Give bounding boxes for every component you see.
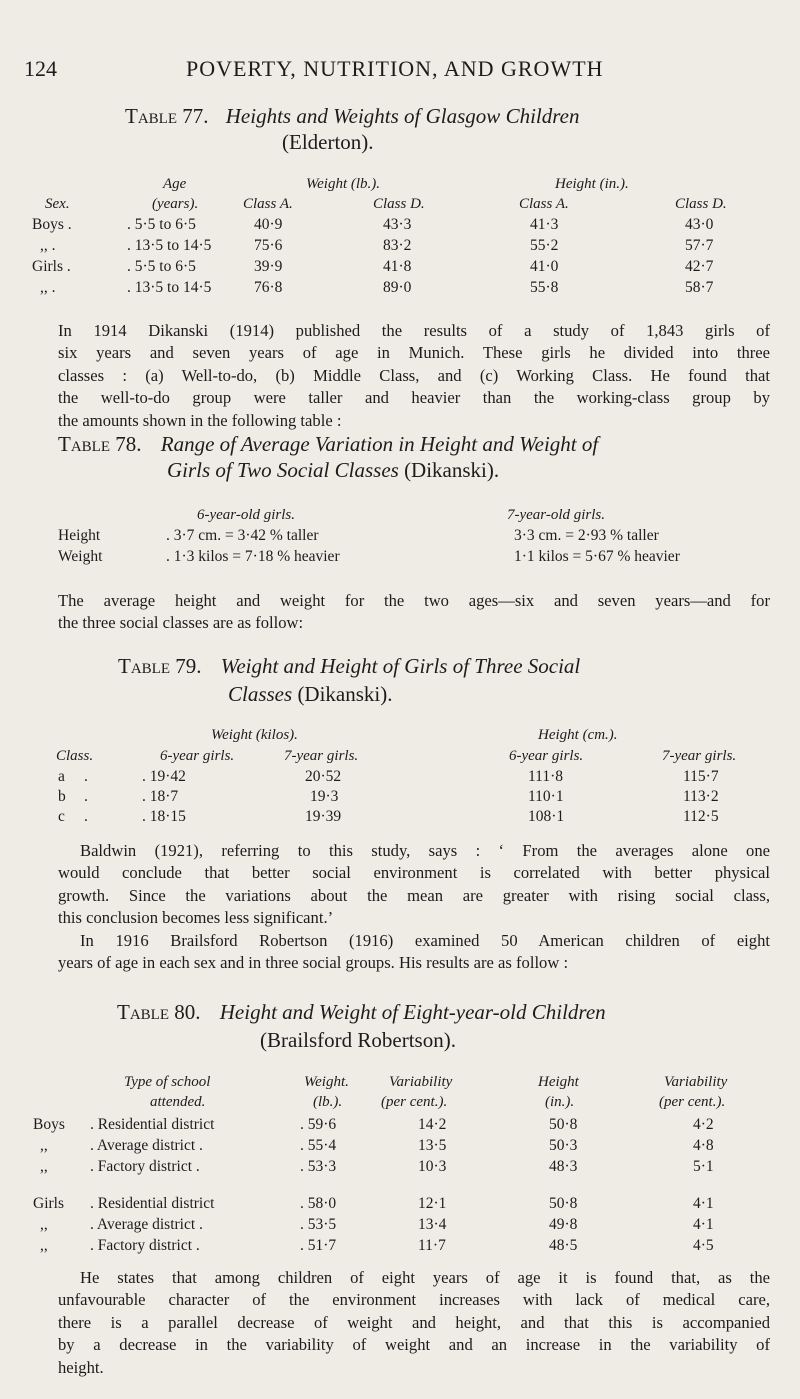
t80-sex: ,,	[40, 1158, 48, 1175]
t77-wa: 40·9	[254, 216, 283, 233]
t80-head-type1: Type of school	[124, 1074, 211, 1090]
t80-sex: ,,	[40, 1216, 48, 1233]
t79-col-h7: 7-year girls.	[662, 748, 737, 764]
paragraph-average-intro	[58, 590, 770, 635]
table-79-title-line2	[228, 682, 393, 707]
text-line: In 1916 Brailsford Robertson (1916) examined 50 American children of eight	[80, 931, 770, 950]
t80-sex: ,,	[40, 1237, 48, 1254]
t77-sex: ,, .	[40, 279, 56, 296]
t77-head-weight: Weight (lb.).	[306, 176, 381, 192]
table-79-caption	[118, 654, 580, 679]
running-title: POVERTY, NUTRITION, AND GROWTH	[186, 56, 604, 81]
table-78-caption	[58, 432, 598, 457]
t77-hd: 42·7	[685, 258, 714, 275]
t80-wvar: 12·1	[418, 1195, 447, 1212]
t79-h7: 113·2	[683, 788, 719, 805]
t80-height: 50·8	[549, 1116, 578, 1133]
t80-hvar: 4·2	[693, 1116, 714, 1133]
t80-hvar: 4·1	[693, 1216, 714, 1233]
text-line: the amounts shown in the following table :	[58, 410, 342, 430]
table-77-label: Table 77.	[125, 104, 209, 128]
t79-class: c	[58, 808, 65, 825]
table-80-source: (Brailsford Robertson).	[260, 1028, 456, 1052]
t80-head-var1: Variability	[389, 1074, 453, 1090]
t77-age: . 13·5 to 14·5	[127, 237, 212, 254]
t79-h7: 115·7	[683, 768, 719, 785]
t77-wd: 89·0	[383, 279, 412, 296]
t80-wvar: 13·5	[418, 1137, 447, 1154]
table-80-label: Table 80.	[117, 1000, 201, 1024]
t79-w7: 19·3	[310, 788, 339, 805]
t77-ha: 55·2	[530, 237, 559, 254]
t79-h6: 108·1	[528, 808, 565, 825]
t80-hvar: 4·5	[693, 1237, 714, 1254]
t79-w6: . 19·42	[142, 768, 186, 785]
t77-col-sex: Sex.	[45, 196, 70, 212]
text-line: He states that among children of eight years of age it is found that, as the	[80, 1268, 770, 1287]
t80-hvar: 4·1	[693, 1195, 714, 1212]
text-line: Baldwin (1921), referring to this study, says : ‘ From the averages alone one	[80, 841, 770, 860]
t80-height: 48·5	[549, 1237, 578, 1254]
t79-class: a	[58, 768, 65, 785]
t80-wvar: 11·7	[418, 1237, 446, 1254]
t80-sex: Girls	[33, 1195, 64, 1212]
page-number: 124	[24, 56, 57, 81]
t80-weight: . 58·0	[300, 1195, 337, 1212]
text-line: by a decrease in the variability of weight and an increase in the variability of	[58, 1335, 770, 1355]
text-line: unfavourable character of the environment increases with lack of medical care,	[58, 1290, 770, 1310]
t80-head-var2: (per cent.).	[381, 1094, 448, 1110]
t79-col-w6: 6-year girls.	[160, 748, 235, 764]
t79-class: b	[58, 788, 66, 805]
text-line: growth. Since the variations about the mean are greater with rising social class,	[58, 885, 770, 905]
text-line: height.	[58, 1357, 104, 1377]
t79-h6: 111·8	[528, 768, 564, 785]
t79-w6: . 18·7	[142, 788, 179, 805]
t77-hd: 58·7	[685, 279, 714, 296]
t78-six: . 3·7 cm. = 3·42 % taller	[166, 527, 319, 544]
table-77-title: Heights and Weights of Glasgow Children	[225, 104, 580, 128]
t80-weight: . 59·6	[300, 1116, 337, 1133]
t78-label: Height	[58, 527, 101, 544]
t80-head-hvar2: (per cent.).	[659, 1094, 726, 1110]
t77-wa: 75·6	[254, 237, 283, 254]
t80-head-weight1: Weight.	[304, 1074, 349, 1090]
table-78-title-line2	[167, 458, 499, 483]
t77-wa: 39·9	[254, 258, 283, 275]
t80-weight: . 51·7	[300, 1237, 337, 1254]
table-79-title: Weight and Height of Girls of Three Social	[220, 654, 581, 678]
t79-head-height: Height (cm.).	[538, 727, 618, 743]
t77-age: . 5·5 to 6·5	[127, 216, 196, 233]
t77-head-height: Height (in.).	[555, 176, 629, 192]
t79-col-class: Class.	[56, 748, 94, 764]
t77-sex: ,, .	[40, 237, 56, 254]
t80-sex: Boys	[33, 1116, 65, 1133]
t77-hd: 43·0	[685, 216, 714, 233]
text-line: the well-to-do group were taller and heavier than the working-class group by	[58, 388, 770, 408]
text-line: years of age in each sex and in three social groups. His results are as follow :	[58, 953, 569, 973]
t80-hvar: 5·1	[693, 1158, 714, 1175]
table-78-label: Table 78.	[58, 432, 142, 456]
t80-weight: . 53·3	[300, 1158, 337, 1175]
t77-head-age: Age	[163, 176, 187, 192]
t77-hd: 57·7	[685, 237, 714, 254]
t79-col-w7: 7-year girls.	[284, 748, 359, 764]
t80-school: . Factory district .	[90, 1237, 200, 1254]
t77-ha: 41·3	[530, 216, 559, 233]
paragraph-baldwin	[58, 840, 770, 930]
t80-school: . Residential district	[90, 1195, 215, 1212]
t79-w7: 19·39	[305, 808, 342, 825]
t77-wd: 83·2	[383, 237, 412, 254]
t79-w6: . 18·15	[142, 808, 186, 825]
t80-hvar: 4·8	[693, 1137, 714, 1154]
t80-weight: . 53·5	[300, 1216, 337, 1233]
t78-col-six: 6-year-old girls.	[197, 507, 296, 523]
t80-head-weight2: (lb.).	[313, 1094, 343, 1110]
t78-six: . 1·3 kilos = 7·18 % heavier	[166, 548, 340, 565]
table-79-label: Table 79.	[118, 654, 202, 678]
t77-col-ha: Class A.	[519, 196, 569, 212]
t80-school: . Factory district .	[90, 1158, 200, 1175]
t77-col-wa: Class A.	[243, 196, 293, 212]
table-80-title: Height and Weight of Eight-year-old Children	[219, 1000, 606, 1024]
table-78-title: Range of Average Variation in Height and Weight of	[160, 432, 599, 456]
table-77-caption	[125, 104, 579, 129]
t80-school: . Average district .	[90, 1137, 203, 1154]
t77-sex: Girls .	[32, 258, 71, 275]
t77-age: . 5·5 to 6·5	[127, 258, 196, 275]
t78-seven: 3·3 cm. = 2·93 % taller	[514, 527, 659, 544]
t80-head-hvar1: Variability	[664, 1074, 728, 1090]
t77-wd: 43·3	[383, 216, 412, 233]
table-78-title-italic: Girls of Two Social Classes	[167, 458, 399, 482]
table-77-source: (Elderton).	[282, 130, 374, 154]
t79-leader: .	[84, 808, 88, 825]
t79-leader: .	[84, 788, 88, 805]
text-line: six years and seven years of age in Munich. These girls he divided into three	[58, 343, 770, 363]
t77-age: . 13·5 to 14·5	[127, 279, 212, 296]
t80-head-height2: (in.).	[545, 1094, 575, 1110]
text-line: In 1914 Dikanski (1914) published the results of a study of 1,843 girls of	[58, 321, 770, 340]
t80-wvar: 10·3	[418, 1158, 447, 1175]
t79-head-weight: Weight (kilos).	[211, 727, 298, 743]
text-line: The average height and weight for the two ages—six and seven years—and for	[58, 591, 770, 610]
text-line: the three social classes are as follow:	[58, 613, 304, 633]
t80-height: 49·8	[549, 1216, 578, 1233]
t77-col-wd: Class D.	[373, 196, 425, 212]
t80-height: 48·3	[549, 1158, 578, 1175]
t79-h6: 110·1	[528, 788, 564, 805]
paragraph-conclusion	[58, 1267, 770, 1379]
paragraph-robertson	[58, 930, 770, 975]
text-line: this conclusion becomes less significant.’	[58, 908, 334, 928]
text-line: classes : (a) Well-to-do, (b) Middle Class, and (c) Working Class. He found that	[58, 365, 770, 385]
text-line: there is a parallel decrease of weight and height, and that this is accompanied	[58, 1312, 770, 1332]
t78-seven: 1·1 kilos = 5·67 % heavier	[514, 548, 680, 565]
t80-school: . Residential district	[90, 1116, 215, 1133]
table-80-caption	[117, 1000, 606, 1025]
t79-leader: .	[84, 768, 88, 785]
table-79-title-italic: Classes	[228, 682, 293, 706]
t79-h7: 112·5	[683, 808, 719, 825]
t77-col-years: (years).	[152, 196, 199, 212]
t78-col-seven: 7-year-old girls.	[507, 507, 606, 523]
t80-weight: . 55·4	[300, 1137, 337, 1154]
t78-label: Weight	[58, 548, 103, 565]
t77-wa: 76·8	[254, 279, 283, 296]
t80-school: . Average district .	[90, 1216, 203, 1233]
t79-col-h6: 6-year girls.	[509, 748, 584, 764]
table-79-source: (Dikanski).	[297, 682, 393, 706]
t80-wvar: 14·2	[418, 1116, 447, 1133]
paragraph-dikanski-intro	[58, 320, 770, 432]
t77-sex: Boys .	[32, 216, 72, 233]
t77-col-hd: Class D.	[675, 196, 727, 212]
t80-head-type2: attended.	[150, 1094, 206, 1110]
t80-height: 50·3	[549, 1137, 578, 1154]
table-78-source: (Dikanski).	[404, 458, 500, 482]
t77-wd: 41·8	[383, 258, 412, 275]
t80-sex: ,,	[40, 1137, 48, 1154]
t77-ha: 41·0	[530, 258, 559, 275]
text-line: would conclude that better social environment is correlated with better physical	[58, 863, 770, 883]
t80-head-height1: Height	[538, 1074, 579, 1090]
t80-wvar: 13·4	[418, 1216, 447, 1233]
t80-height: 50·8	[549, 1195, 578, 1212]
t77-ha: 55·8	[530, 279, 559, 296]
t79-w7: 20·52	[305, 768, 342, 785]
